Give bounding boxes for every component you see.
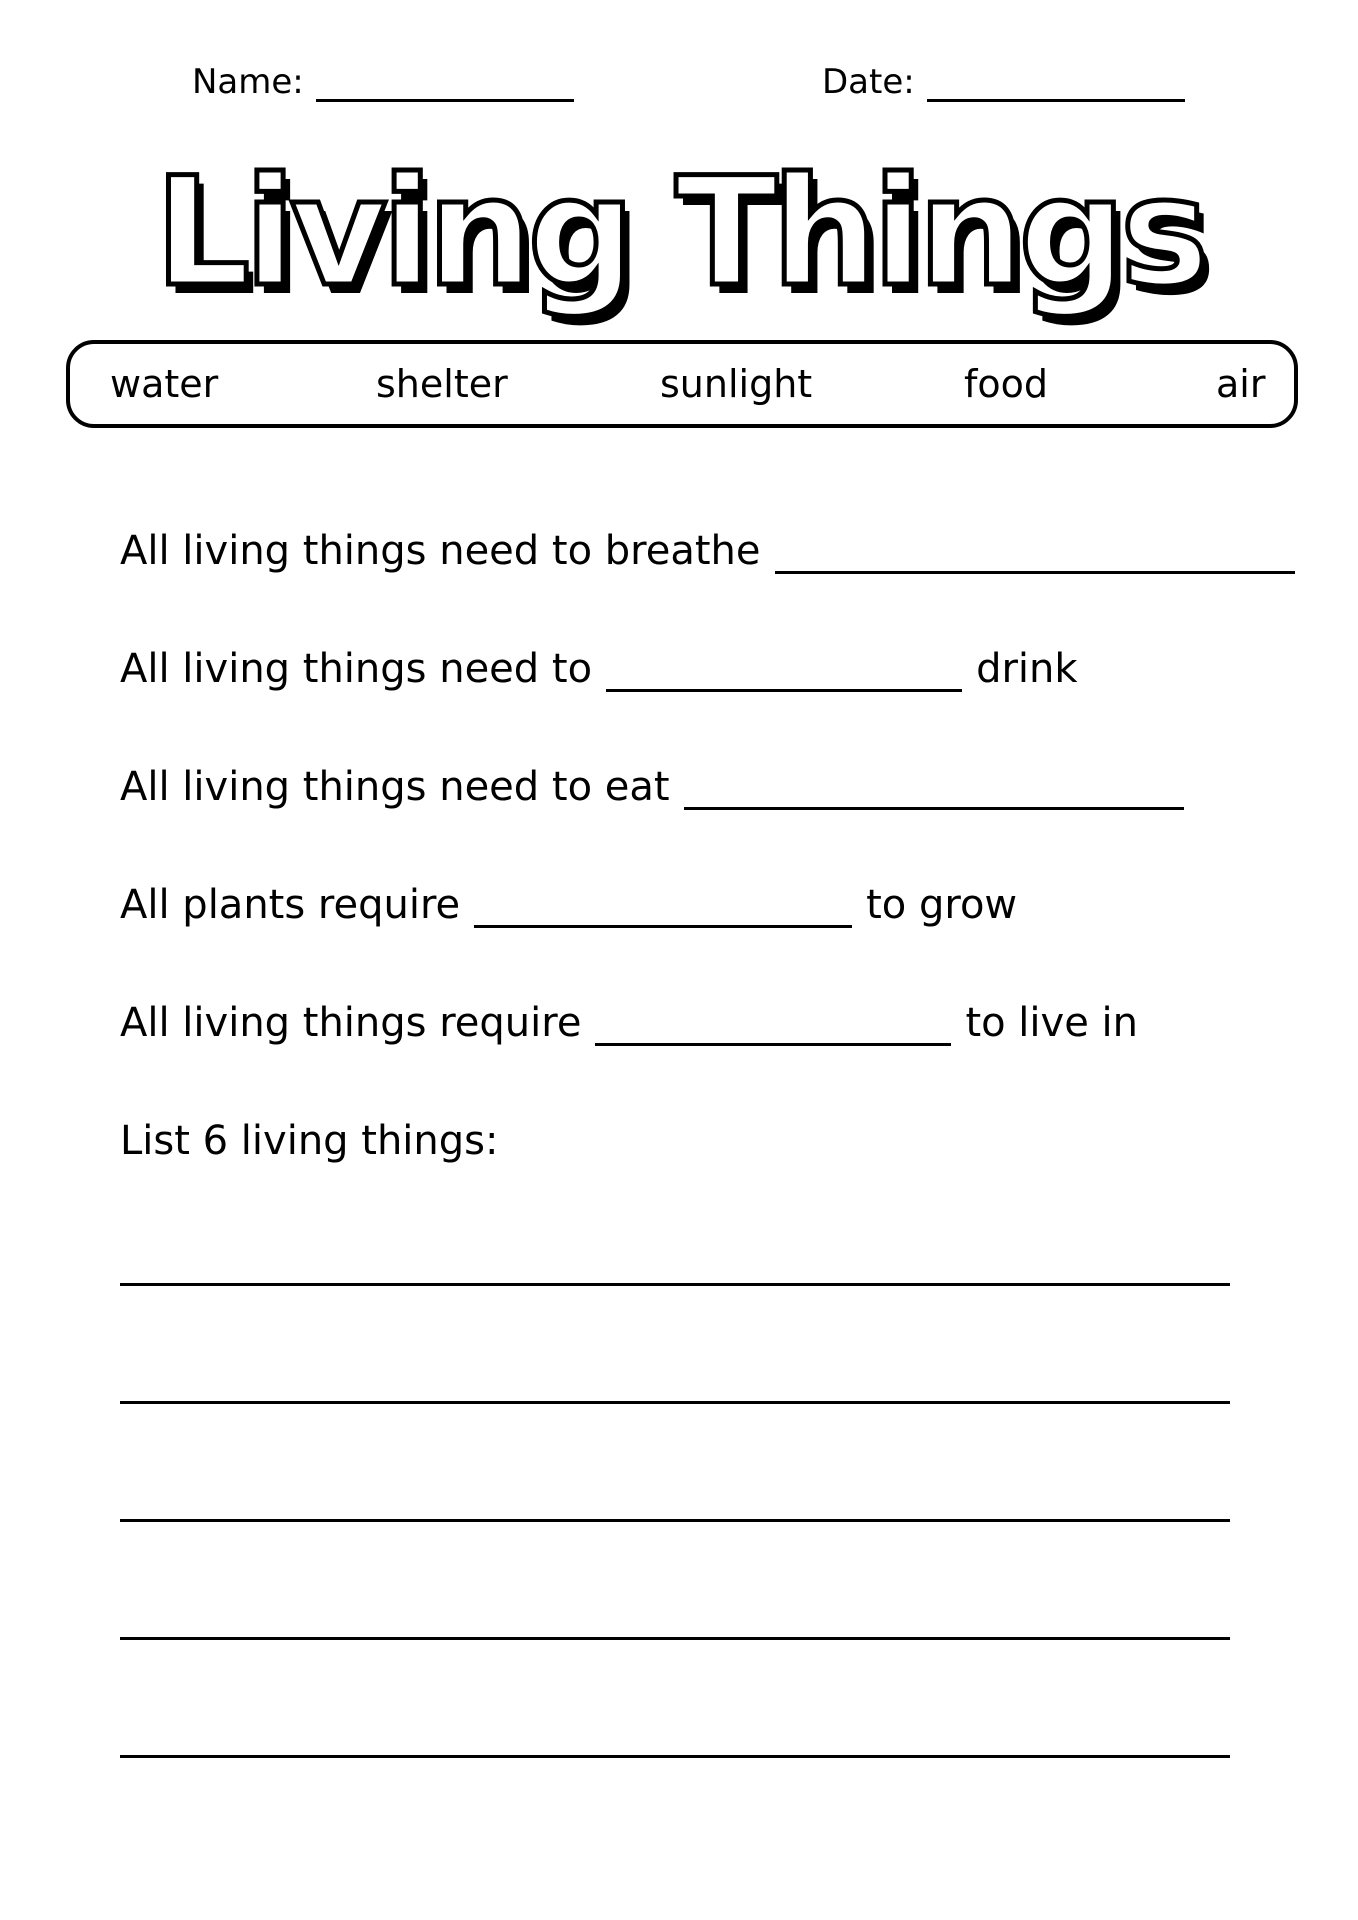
word-bank: [66, 340, 1298, 428]
sentence-drink: [120, 646, 1078, 692]
page-title: Living Things: [154, 146, 1204, 320]
list-prompt: List 6 living things:: [120, 1118, 499, 1164]
word-bank-item-air: air: [1216, 362, 1266, 406]
sentence-text: All living things need to eat: [120, 764, 670, 810]
list-answer-line[interactable]: [120, 1283, 1230, 1286]
sentence-text: All living things require: [120, 1000, 582, 1046]
date-blank-line[interactable]: [927, 65, 1185, 102]
date-field: [822, 62, 1185, 102]
sentence-grow: [120, 882, 1017, 928]
sentence-live-in: [120, 1000, 1138, 1046]
date-label: Date:: [822, 62, 915, 102]
word-bank-item-food: food: [964, 362, 1048, 406]
title-container: [0, 146, 1358, 320]
answer-blank[interactable]: [595, 1003, 951, 1046]
name-blank-line[interactable]: [316, 65, 574, 102]
list-answer-line[interactable]: [120, 1637, 1230, 1640]
sentence-eat: [120, 764, 1184, 810]
answer-blank[interactable]: [474, 885, 852, 928]
sentence-breathe: [120, 528, 1295, 574]
sentence-text-after: to grow: [866, 882, 1018, 928]
name-field: [192, 62, 574, 102]
word-bank-item-water: water: [110, 362, 219, 406]
word-bank-item-shelter: shelter: [376, 362, 508, 406]
name-label: Name:: [192, 62, 304, 102]
sentence-text: All living things need to breathe: [120, 528, 761, 574]
list-answer-line[interactable]: [120, 1401, 1230, 1404]
sentence-text: All living things need to: [120, 646, 593, 692]
sentence-text: All plants require: [120, 882, 461, 928]
list-answer-line[interactable]: [120, 1755, 1230, 1758]
answer-blank[interactable]: [775, 531, 1295, 574]
sentence-text-after: to live in: [965, 1000, 1138, 1046]
word-bank-item-sunlight: sunlight: [660, 362, 813, 406]
answer-blank[interactable]: [684, 767, 1184, 810]
answer-blank[interactable]: [606, 649, 962, 692]
sentence-text-after: drink: [976, 646, 1078, 692]
list-answer-line[interactable]: [120, 1519, 1230, 1522]
